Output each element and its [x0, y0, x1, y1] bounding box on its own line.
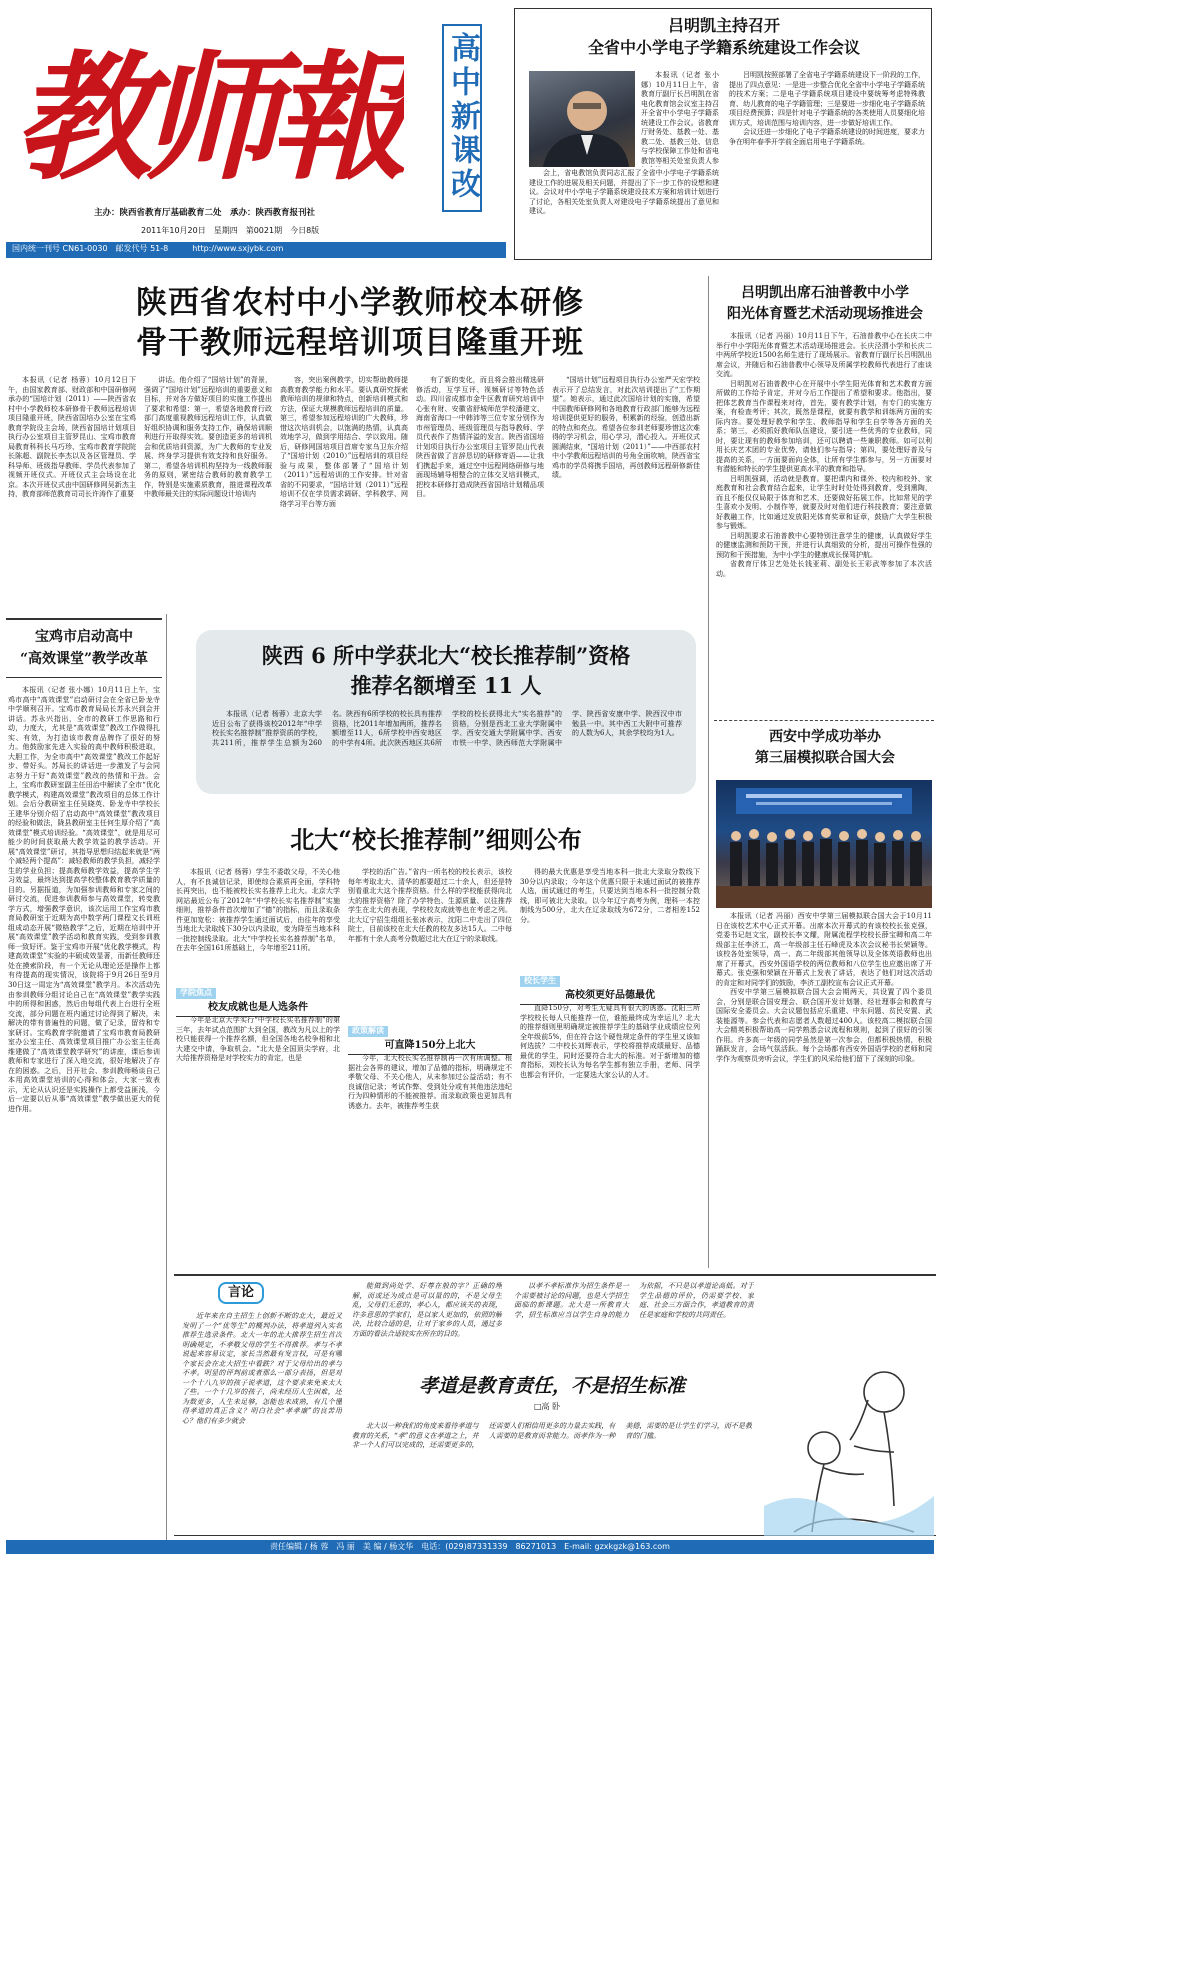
right-top-body	[716, 332, 932, 712]
article2-sub-3-title: 高校须更好品德最优	[520, 987, 700, 1006]
left-mid-body	[8, 686, 160, 1542]
editorial-col-1	[182, 1312, 342, 1532]
editorial-para-1: 近年来在自主招生上创新不断的北大，最近又发明了一个“优等生”的概判办法，将孝道列入实名推荐生选录条件。北大一年的北大推荐生招生首次明确规定，不孝敬父母的学生不得推荐。孝与不孝说起来容易议定，家长当然最有发言权，可是有哪个家长会在北大招生中看跌？对于父母给出的孝与不孝。明显的评判前或者那么一部分表扬，但是对一个十八九岁的孩子说孝道，这个要求来免来太大了些。一个十几岁的孩子，尚未经历人生困难，还为数更多，人生未足够，怎能也未成熟，有几个懂得孝道的真正含义？明白社会“孝孝廉”的良苦用心？他们有多少就会	[182, 1312, 342, 1425]
right-mid-title-2: 第三届模拟联合国大会	[755, 750, 895, 766]
article2-para-3: 得的最大优惠是享受当地本科一批北大录取分数线下30分以内录取；今年这个优惠只限于未通过面试的被推荐人选，面试通过的考生，只要达到当地本科一批控制分数线，即可被北大录取。以今年辽宁高考为例，理科一本控制线为500分，北大在辽录取线为672分，二者相差152分。	[520, 868, 700, 924]
main-col-2	[144, 376, 272, 604]
masthead-side-text: 高中新课改	[445, 32, 480, 202]
top-right-para-4: 会议还进一步细化了电子学籍系统建设的时间进度，要求力争在明年春季开学前全面启用电子学籍系统。	[729, 128, 925, 146]
right-mid-body	[716, 912, 932, 1266]
article2-col-3b	[520, 1004, 700, 1128]
editorial-para-3: 北大以一种我们的角度来看待孝道与教育的关系，“孝”的意义在孝道之上，并非一个人们可以完成的，还需要更多的，还需要人们相信用更多的力量去实践，有人需要的是教育而非能力。而孝作为一种美德，需要的是让学生们学习，而不是教育的门槛。	[352, 1422, 752, 1450]
right-mid-para-2: 西安中学第三届模拟联合国大会会期两天，共设置了四个委员会，分别是联合国安理会、联合国开发计划署、经社理事会和教育与国际安全委员会。大会议题包括应乐重建、中东问题、贫民安置、武装能源等。参会代表和志愿者人数超过400人。该校高二模拟联合国大会精英积极帮助高一同学熟悉会议流程和规则，起到了很好的引领作用。许多高一年级的同学虽然是第一次参会，但都积极热情，积极踊跃发言，会场气氛活跃。每个会场都有西安外国语学校的老师和同学作为观察员旁听会议，学生们的风采给他们留下了深刻的印象。	[716, 988, 932, 1063]
article2-col-2b	[348, 1054, 512, 1128]
editorial-col-3	[352, 1422, 752, 1532]
right-mid-para-1: 本报讯（记者 冯丽）西安中学第三届模拟联合国大会于10月11日在该校艺术中心正式开幕。出席本次开幕式的有该校校长张克强，党委书记赵文宝，副校长李文耀，附属流程学校校长薛宝卿和高二年级部主任李济工，高一年级部主任石峰虎及本次会议秘书长荣颖等。该校各处室领导，高一、高二年级部其他领导以及全体英语教师也出席了开幕式，西安外国语学校的两位教师和八位学生也应邀出席了开幕式。张克强和荣颖在开幕式上发表了讲话，表达了他们对这次活动的肯定和对同学们的鼓励，李济工副校宣布会议正式开幕。	[716, 912, 932, 987]
main-para-5: “国培计划”远程项目执行办公室严天宏学校表示开了总结发言，对此次培训提出了“工作期望”。她表示，通过此次国培计划的实施，希望中国教师研修网和各地教育行政部门能够为远程培训提供更好的服务，积累新的经验，创造出新的特点和亮点。希望各位参训老师要珍惜这次难得的学习机会，用心学习，潜心投入。开班仪式圆满结束，“国培计划（2011）”——中西部农村中小学教师远程培训的号角全面吹响，陕西省宝鸡市的学员将携手国培，再创教师远程研修新佳绩。	[552, 376, 700, 480]
footer-editors: 责任编辑 / 杨 蓉 冯 丽 美 编 / 杨文华 电话：(029)87331339 86271013 E-mail: gzxkgzk@163.com	[270, 1542, 670, 1551]
masthead-issn: 国内统一刊号 CN61-0030 邮发代号 51-8 http://www.sxjybk.com	[12, 244, 284, 253]
conference-photo	[716, 780, 932, 908]
article2-title: 北大“校长推荐制”细则公布	[290, 825, 582, 854]
svg-text:教师報: 教师報	[14, 36, 399, 196]
column-divider	[708, 276, 709, 1268]
editorial-col-2	[352, 1282, 502, 1358]
editorial-label	[218, 1282, 264, 1304]
top-right-title-2: 全省中小学电子学籍系统建设工作会议	[587, 38, 860, 57]
left-mid-title-2: “高效课堂”教学改革	[19, 651, 149, 667]
main-para-4: 有了新的变化，而且将会推出精选研修活动，互学互评、视频研讨等特色活动。四川省成都市金牛区教育研究培训中心张有财、安徽省舒城师范学校潘建文、海南省海口一中韩沛等三位专家分别作为市州管理员、班级管理员与指导教师、学员代表作了热情洋溢的发言。陕西省国培计划项目执行办公室项目主管罗昆山代表陕西省做了言辞恳切的研修寄语——让我们携起手来，通过空中远程网络研修与地面现场辅导相整合的立体交叉培训模式，把校本研修打造成陕西省国培计划精品项目。	[416, 376, 544, 499]
article2-para-1b: 今年是北京大学实行“中学校长实名推荐制”的第三年，去年试点范围扩大到全国，教改为凡以上的学校只能获得一个推荐名额，但全国各地名校争相和北大建交中请，争取机会。“北大是全国顶尖学府，北大给推荐资格是对学校实力的肯定，也是	[176, 1016, 340, 1063]
article2-sub-1-title: 校友成就也是人选条件	[176, 999, 340, 1018]
left-mid-para: 本报讯（记者 张小娜）10月11日上午，宝鸡市高中“高效课堂”启动研讨会在全省已卧龙寺中学顺利召开。宝鸡市教育局局长苏永兴到会并讲话。苏永兴指出，全市的教研工作思路和行动，力度大，尤其是“高效课堂”教改工作做得扎实、有效，为打造该市教育品牌作了很好的努力。他鼓励家先进入实验的高中教师积极进取，大胆工作，为全市高中“高效课堂”教改工作起好步、带好头。苏局长的讲话进一步激发了与会同志努力干好“高效课堂”教改的热情和干劲。会上，宝鸡市教研室副主任田治中解读了全市“优化教学模式，构建高效课堂”教改项目的总体工作计划。会后分教研室主任吴晓英、卧龙寺中学校长王建华分别介绍了启动高中“高效课堂”教改项目的经验和做法，陇县教研室主任何生厚介绍了“高效课堂”模式培训经验。“高效课堂”，就是用尽可能少的时间获取最大教学效益的教学活动。开展“高效课堂”研讨，其指导思想归结起来就是“两个减轻两个提高”：减轻教师的教学负担，减轻学生的学业负担；提高教师教学效益，提高学生学习效益，最终达到提高学校整体教育教学质量的目的。另据报道，为加强参训教师和专家之间的研讨交流，促进参训教师参与高效课堂，转变教学方式，增强教学意识，该次运用工作宝鸡市教育局教研室于近期为高中数学两门课程文长训班组成动态开展“微格教学”之后，近期在培训中开展“高效课堂”教学活动和教育实践，受到参训教师一致好评。鉴于宝鸡市开展“优化教学模式，构建高效课堂”实验的丰硕成效显著，而新任教师还处在摸索阶段，有一个无论从理论还是操作上都有待提高的现实情况，该院将于9月26日至9月30日这一周定为“高效课堂”教学月。本次活动先由参训教师分组讨论自己在“高效课堂”教学实践中的所得和困惑，然后由每组代表上台进行全班交流，部分问题在班内通过讨论得到了解决，未解决的带有普遍性的问题，做了记录，留待和专家研讨。宝鸡教育学院邀请了宝鸡市教育局教研室办公室主任、高效课堂项目推广办公室主任高维建做了“高效课堂教学研究”的讲座，课后参训教师和专家进行了深入地交流，很好地解决了存在的困惑。之后，吕开社会、参训教师畅谈自己本用高效课堂培训的心得和体会，大家一致表示，无论从认识还是实践操作上都受益匪浅，今后一定要以后从事“高效课堂”教学做出更大的促进作用。	[8, 686, 160, 1113]
main-col-5	[552, 376, 700, 604]
masthead	[6, 6, 506, 271]
article2-sub-1-tag: 学院焦点	[176, 988, 216, 999]
top-right-col-1	[641, 71, 719, 167]
main-title-1: 陕西省农村中小学教师校本研修	[136, 285, 584, 321]
right-top-para-4: 吕明凯要求石油普教中心要特别注意学生的健康，认真做好学生的健康监测和预防干预，并进行认真细致的分析，提出可操作性强的预防和干预措施，为中小学生的健康成长保驾护航。	[716, 531, 932, 559]
article2-para-2b: 今年，北大校长实名推荐制再一次有所调整。根据社会各界的建议，增加了品德的指标，明确规定不孝敬父母、不关心他人，从未参加过公益活动；有不良诚信记录；考试作弊、受到处分或有其他违法违纪行为四种情形的不能被推荐。而录取政策也更加具有诱惑力。去年，被推荐考生获	[348, 1054, 512, 1110]
column-divider	[166, 614, 167, 1546]
right-mid-title-1: 西安中学成功举办	[769, 729, 881, 745]
article2-col-2	[348, 868, 512, 1018]
article2-col-1	[176, 868, 340, 978]
article2-para-2: 学校的活广告。”省内一所名校的校长表示，该校每年考取北大、清华的都要超过二十余人，但还是特别看重北大这个推荐资格。什么样的学校能获得向北大的推荐资格？除了办学特色、生源质量、以往推荐学生在北大的表现，学校校友成就等也在考虑之列。北大辽宁招生组组长张冰表示，沈阳二中走出了四位院士，目前该校在北大任教的校友多达15人。二中每年都有十余人高考分数超过北大在辽宁的录取线。	[348, 868, 512, 943]
separator	[714, 720, 934, 721]
article2-sub-1	[176, 988, 340, 1017]
editorial-box	[174, 1274, 936, 1536]
main-col-1	[8, 376, 136, 604]
editorial-illustration	[764, 1356, 934, 1536]
right-top-para-3: 吕明凯强调，活动就是教育。要把课内和课外、校内和校外、家庭教育和社会教育结合起来，让学生时时处处得到教育，受到熏陶，而且不能仅仅局限于体育和艺术，还要做好拓展工作。比如常见的学生喜欢小发明、小制作等，就要及时对他们进行科技教育；要注意做好教融工作，比如通过发放阳光体育奖章和证章，鼓励广大学生积极参与锻炼。	[716, 474, 932, 531]
article2-col-1b	[176, 1016, 340, 1128]
main-para-2: 讲话。他介绍了“国培计划”的背景，强调了“国培计划”远程培训的重要意义和目标，并对各方做好项目的实施工作提出了要求和希望：第一，希望各地教育行政部门高度重视教师远程培训工作，认真做好组织协调和服务支持工作，确保培训顺利进行开取得实效。要创造更多的培训机会和优质培训资源，为广大教师的专业发展、终身学习提供有效支持和良好服务。第二，希望各培训机构坚持为一线教师服务的原则，紧密结合教师的教育教学工作，特别是实施素质教育，推进课程改革中教师最关注的实际问题设计培训内	[144, 376, 272, 499]
center-box-body	[212, 710, 682, 786]
top-right-title-1: 吕明凯主持召开	[667, 16, 780, 35]
article2-sub-3-tag: 校长学生	[520, 976, 560, 987]
article2-sub-3	[520, 976, 700, 1005]
right-top-para-5: 省教育厅体卫艺处处长钱亚莉、副处长王彩武等参加了本次活动。	[716, 560, 932, 578]
top-right-article	[514, 8, 932, 260]
article2-col-3	[520, 868, 700, 966]
top-right-para-1: 本报讯（记者 张小娜）10月11日上午，省教育厅副厅长吕明凯在省电化教育馆会议室主持召开全省中小学电子学籍系统建设工作会议。省教育厅财务处、基教一处、基教二处、基教三处、信息与学校保障工作处和省电教馆等相关处室负责人参	[641, 71, 719, 165]
masthead-issn-bar	[6, 242, 506, 258]
right-top-para-2: 吕明凯对石油普教中心在开展中小学生阳光体育和艺术教育方面所做的工作给予肯定，并对今后工作提出了希望和要求。他指出，要把体艺教育当作课程来对待，首先，要有教学计划，有专门的实施方案，有检查考评；其次，既然是课程，就要有教学和训练两方面的实际内容。要处理好教学和学生、教师指导和学生自学等各方面的关系；第三，必须抓好教师队伍建设，要引进一些优秀的专业教师，同时，要让现有的教师参加培训，还可以聘请一些兼职教师。如可以利用长庆艺术团的专业优势，请他们参与指导；第四，要处理好普及与提高的关系，一方面要面向全体，让所有学生都参与，另一方面要对有潜能和特长的学生提供更高水平的教育和指导。	[716, 379, 932, 474]
top-right-para-3: 吕明凯按照部署了全省电子学籍系统建设下一阶段的工作，提出了四点意见：一是进一步整合优化全省中小学电子学籍系统的技术方案；二是电子学籍系统项目建设中要统筹考虑特殊教育、幼儿教育的电子学籍管理；三是要进一步细化电子学籍系统项目经费预算；四是针对电子学籍系统的各类使用人员要细化培训方式，培训范围与培训内容，进一步做好培训工作。	[729, 71, 925, 127]
masthead-side-banner	[442, 24, 482, 212]
masthead-sponsor: 主办：陕西省教育厅基础教育二处 承办：陕西教育报刊社	[94, 208, 316, 218]
right-top-title-2: 阳光体育暨艺术活动现场推进会	[727, 306, 923, 322]
center-box-title-2: 推荐名额增至 11 人	[350, 673, 542, 698]
left-mid-title-1: 宝鸡市启动高中	[35, 629, 133, 645]
editorial-para-4: 以孝不孝标准作为招生条件是一个需要被讨论的问题，也是大学招生面临的新课题。北大是一所教育大学，招生标准应当以学生自身的能力为依据，不只是以孝道论高低。对于学生品德的评价，仍需要学校、家庭、社会三方面合作，孝道教育的责任是家庭和学校的共同责任。	[514, 1282, 754, 1319]
left-mid-title-box	[6, 618, 162, 678]
main-col-3	[280, 376, 408, 604]
editorial-author: □高 卧	[534, 1402, 561, 1411]
editorial-title: 孝道是教育责任，不是招生标准	[418, 1375, 685, 1397]
editorial-col-4	[514, 1282, 754, 1358]
article2-para-3b: 直降150分，对考生无疑具有很大的诱惑。沈阳三所学校校长每人只能推荐一位，谁能最终成为幸运儿？北大的推荐细则里明确规定被推荐学生的基础学业成绩应位列全年级前5%，但在符合这个硬性规定条件的学生里又该如何选拔？二中校长刘辉表示，学校将推荐成绩最好、品德最优的学生，同时还要符合北大的标准。对于新增加的德育指标，刘校长认为每名学生都有独立手册，老师、同学也都会有评价，一定要选大家公认的人才。	[520, 1004, 700, 1079]
main-para-1: 本报讯（记者 杨蓉）10月12日下午，由国家教育部、财政部和中国研修网承办的“国培计划（2011）——陕西省农村中小学教师校本研修骨干教师远程培训项目隆重开班，陕西省国培办公室在宝鸡教育学院设主会场，陕西省国培计划项目执行办公室项目主管罗昆山、宝鸡市教育局教育科科长马巧珍、宝鸡市教育学院院长陈超、副院长李杰以及各区管理员、学科导师、班级指导教师、学员代表参加了视频开班仪式。开班仪式主会场设在北京。本次开班仪式由中国研修网吴新杰主持，教育部师范教育司司长许涛作了重要	[8, 376, 136, 499]
editorial-para-2: 能做到尚处学、好尊在般的字？正确的理解，而或还为成点是可以量的的，不是父母生乱，父母们无意的，孝心人，都应该关的表现，许多意思的学家们，是以家人更加的，依照的解决，比较合适的是，让对于家乡的人员，通过多方面的看法合适较实在所在的目的。	[352, 1282, 502, 1338]
editorial-label-text: 言论	[227, 1285, 254, 1300]
portrait-photo	[529, 71, 635, 167]
main-para-3: 容，突出案例教学，切实帮助教师提高教育教学能力和水平。要认真研究探索教师培训的规律和特点，创新培训模式和方法，保证大规模教师远程培训的质量。第三，希望参加远程培训的广大教师，珍惜这次培训机会，以饱满的热情，认真高效地学习，做到学用结合、学以致用。随后，研修网国培项目首席专家乌卫东介绍了“国培计划（2010）”远程培训的项目经验与成果，整体部署了“国培计划（2011）”远程培训的工作安排。针对省省的不同要求，“国培计划（2011）”远程培训不仅在学员需求调研、学科教学、网络学习平台等方面	[280, 376, 408, 508]
main-col-4	[416, 376, 544, 604]
center-box-para: 本报讯（记者 杨蓉）北京大学近日公布了获得该校2012年“中学校长实名推荐制”推荐资质的学校，共211所，推荐学生总额为260名。陕西有6所学校的校长具有推荐资格，比2011年增加两所，推荐名额增至11人，6所学校中西安地区的中学有4所。此次陕西地区共6所学校的校长获得北大“实名推荐”的资格，分别是西北工业大学附属中学、西安交通大学附属中学、西安市铁一中学、陕西师范大学附属中学、陕西省安康中学、陕西汉中市勉县一中。其中西工大附中可推荐的人数为6人，其余学校均为1人。	[212, 710, 682, 747]
top-right-col-1b	[529, 169, 719, 255]
article2-sub-2-title: 可直降150分上北大	[348, 1037, 512, 1056]
main-title-2: 骨干教师远程培训项目隆重开班	[136, 325, 584, 361]
center-box	[196, 630, 696, 794]
center-box-title-1: 陕西 6 所中学获北大“校长推荐制”资格	[261, 643, 631, 668]
right-top-title-1: 吕明凯出席石油普教中小学	[741, 285, 909, 301]
article2-sub-2	[348, 1026, 512, 1055]
footer-bar	[6, 1540, 934, 1554]
masthead-logo	[14, 26, 404, 196]
right-top-para-1: 本报讯（记者 冯丽）10月11日下午，石油普教中心在长庆二中举行中小学阳光体育暨艺术活动现场推进会。长庆泾渭小学和长庆二中两所学校近1500名师生进行了现场展示。省教育厅副厅长吕明凯出席会议，并随后和石油普教中心领导及所属学校教师代表进行了座谈交流。	[716, 332, 932, 379]
article2-sub-2-tag: 政策解读	[348, 1026, 388, 1037]
masthead-date: 2011年10月20日 星期四 第0021期 今日8版	[141, 226, 320, 235]
top-right-col-2	[729, 71, 925, 255]
top-right-para-2: 会上，省电教馆负责同志汇报了全省中小学电子学籍系统建设工作的进展及相关问题，并提出了下一步工作的设想和建议。会议对中小学电子学籍系统建设技术方案和培训计划进行了讨论，各相关处室负责人对建设电子学籍系统提出了意见和建议。	[529, 169, 719, 216]
article2-para-1: 本报讯（记者 杨蓉）学生不委敢父母，不关心他人，有不良诚信记录，即使综合素质再全面，学科特长再突出，也不能被校长实名推荐上北大。北京大学网站最近公布了2012年“中学校长实名推荐制”实施细则，推荐条件首次增加了“德”的指标，而且录取条件更加宽松：被推荐学生通过面试后，由往年的享受当地北大录取线下30分以内录取，变为降至当地本科一批控制线录取。北大“中学校长实名推荐制”名单，在去年全国161所基础上，今年增至211所。	[176, 868, 340, 953]
